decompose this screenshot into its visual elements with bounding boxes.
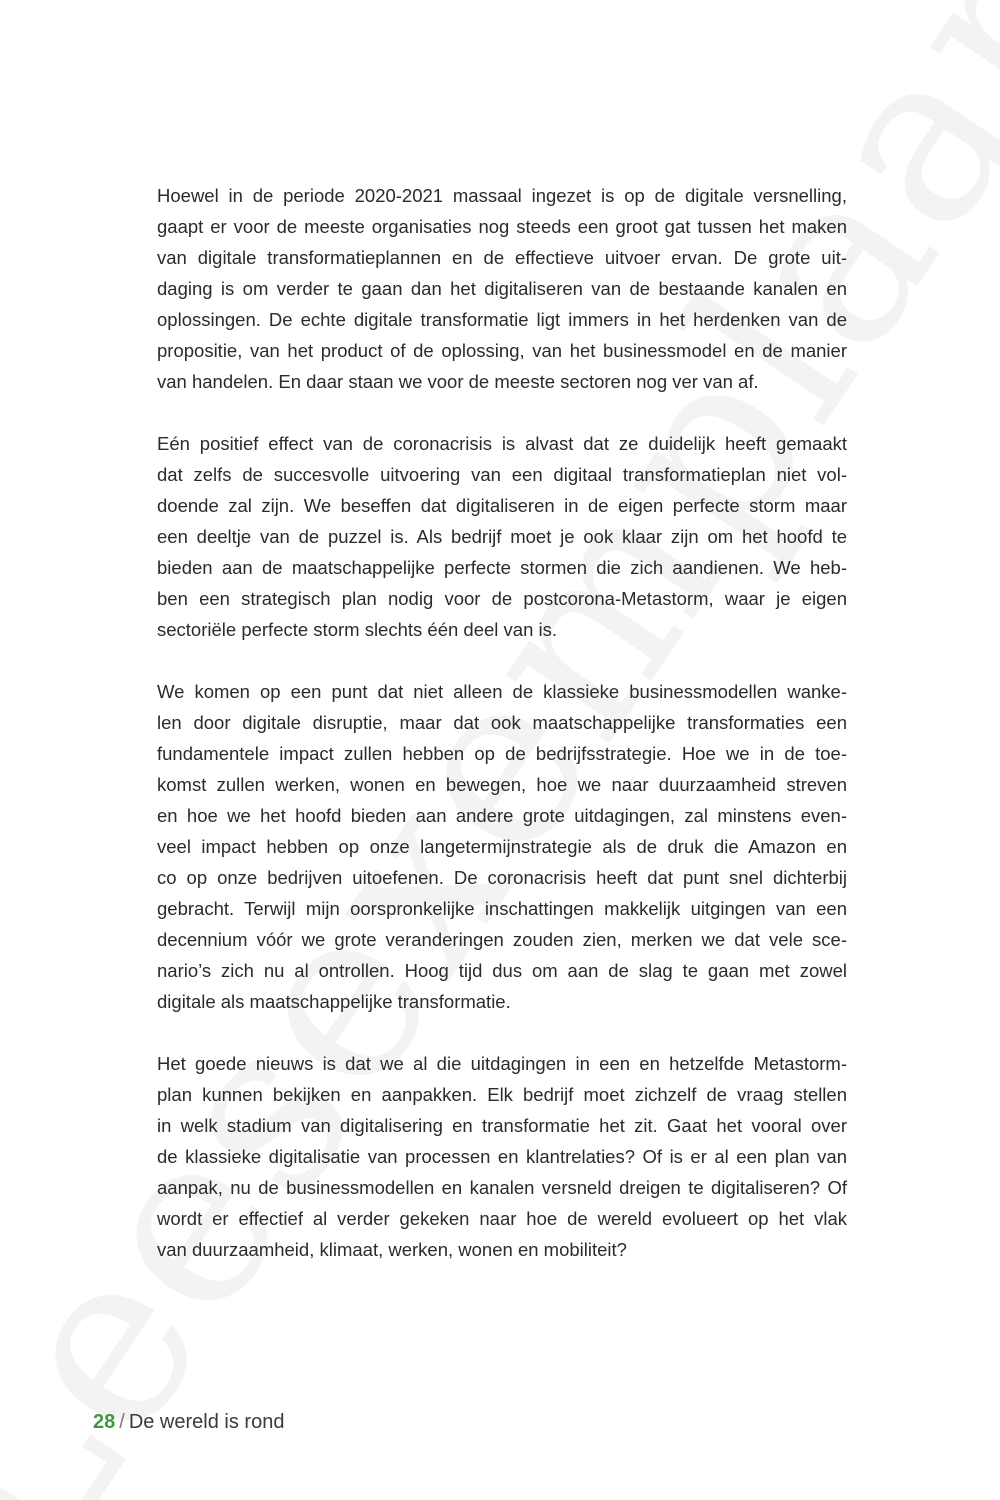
text-line: een deeltje van de puzzel is. Als bedrijf moet je ook klaar zijn om het hoofd te [157, 526, 847, 547]
text-line: plan kunnen bekijken en aanpakken. Elk bedrijf moet zichzelf de vraag stellen [157, 1084, 847, 1105]
text-line: nario’s zich nu al ontrollen. Hoog tijd dus om aan de slag te gaan met zowel [157, 960, 847, 981]
text-line: wordt er effectief al verder gekeken naar hoe de wereld evolueert op het vlak [157, 1208, 847, 1229]
text-line: de klassieke digitalisatie van processen en klantrelaties? Of is er al een plan van [157, 1146, 847, 1167]
text-line: len door digitale disruptie, maar dat ook maatschappelijke transformaties een [157, 712, 847, 733]
paragraph [157, 1048, 847, 1265]
text-line: propositie, van het product of de oplossing, van het businessmodel en de manier [157, 340, 847, 361]
text-line: gaapt er voor de meeste organisaties nog steeds een groot gat tussen het maken [157, 216, 847, 237]
text-line: van digitale transformatieplannen en de effectieve uitvoer ervan. De grote uit- [157, 247, 847, 268]
text-line: veel impact hebben op onze langetermijnstrategie als de druk die Amazon en [157, 836, 847, 857]
text-line: digitale als maatschappelijke transformatie. [157, 991, 511, 1012]
text-line: Hoewel in de periode 2020-2021 massaal ingezet is op de digitale versnelling, [157, 185, 847, 206]
body-text [157, 180, 847, 1296]
text-line: fundamentele impact zullen hebben op de bedrijfsstrategie. Hoe we in de toe- [157, 743, 847, 764]
text-line: Het goede nieuws is dat we al die uitdagingen in een en hetzelfde Metastorm- [157, 1053, 847, 1074]
text-line: Eén positief effect van de coronacrisis is alvast dat ze duidelijk heeft gemaakt [157, 433, 847, 454]
text-line: komst zullen werken, wonen en bewegen, hoe we naar duurzaamheid streven [157, 774, 847, 795]
text-line: oplossingen. De echte digitale transformatie ligt immers in het herdenken van de [157, 309, 847, 330]
text-line: van duurzaamheid, klimaat, werken, wonen en mobiliteit? [157, 1239, 627, 1260]
text-line: daging is om verder te gaan dan het digitaliseren van de bestaande kanalen en [157, 278, 847, 299]
text-line: in welk stadium van digitalisering en transformatie het zit. Gaat het vooral over [157, 1115, 847, 1136]
page-footer [93, 1408, 284, 1436]
text-line: co op onze bedrijven uitoefenen. De coronacrisis heeft dat punt snel dichterbij [157, 867, 847, 888]
text-line: bieden aan de maatschappelijke perfecte stormen die zich aandienen. We heb- [157, 557, 847, 578]
paragraph [157, 428, 847, 645]
text-line: aanpak, nu de businessmodellen en kanalen versneld dreigen te digitaliseren? Of [157, 1177, 847, 1198]
text-line: en hoe we het hoofd bieden aan andere grote uitdagingen, zal minstens even- [157, 805, 847, 826]
text-line: ben een strategisch plan nodig voor de postcorona-Metastorm, waar je eigen [157, 588, 847, 609]
text-line: dat zelfs de succesvolle uitvoering van een digitaal transformatieplan niet vol- [157, 464, 847, 485]
paragraph [157, 676, 847, 1017]
text-line: decennium vóór we grote veranderingen zouden zien, merken we dat vele sce- [157, 929, 847, 950]
text-line: sectoriële perfecte storm slechts één deel van is. [157, 619, 557, 640]
text-line: doende zal zijn. We beseffen dat digitaliseren in de eigen perfecte storm maar [157, 495, 847, 516]
paragraph [157, 180, 847, 397]
text-line: We komen op een punt dat niet alleen de klassieke businessmodellen wanke- [157, 681, 847, 702]
book-title: De wereld is rond [128, 1411, 285, 1433]
page-number: 28 [93, 1411, 116, 1433]
footer-separator: / [119, 1411, 125, 1433]
text-line: van handelen. En daar staan we voor de meeste sectoren nog ver van af. [157, 371, 759, 392]
text-line: gebracht. Terwijl mijn oorspronkelijke inschattingen makkelijk uitgingen van een [157, 898, 847, 919]
